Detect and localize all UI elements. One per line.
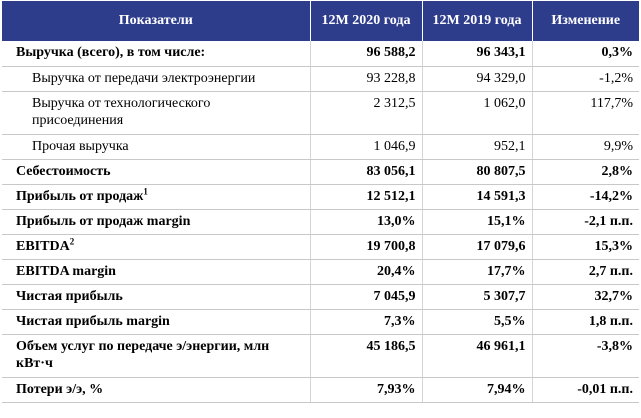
header-indicator: Показатели	[2, 1, 310, 41]
row-label-text: Объем услуг по передаче э/энергии, млн кВт·ч	[16, 338, 270, 371]
value-2020: 12 512,1	[310, 184, 422, 209]
row-label-text: Прочая выручка	[32, 138, 129, 154]
value-2019: 15,1%	[422, 209, 532, 234]
table-row	[2, 41, 639, 66]
value-change: 9,9%	[532, 134, 639, 159]
table-row	[2, 134, 639, 159]
value-change: -1,2%	[532, 66, 639, 91]
row-label-text: Выручка от передачи электроэнергии	[32, 70, 256, 86]
value-change: -3,8%	[532, 334, 639, 377]
row-label	[2, 377, 310, 402]
value-2020: 20,4%	[310, 259, 422, 284]
header-12m-2020: 12M 2020 года	[310, 1, 422, 41]
value-change: -14,2%	[532, 184, 639, 209]
table-row	[2, 284, 639, 309]
value-2020: 96 588,2	[310, 41, 422, 66]
row-label	[2, 41, 310, 66]
header-row	[2, 1, 639, 41]
row-label-text: Прибыль от продаж	[16, 188, 144, 204]
value-change: -2,1 п.п.	[532, 209, 639, 234]
table-row	[2, 209, 639, 234]
value-change: 15,3%	[532, 234, 639, 259]
value-2019: 17,7%	[422, 259, 532, 284]
value-2020: 7,93%	[310, 377, 422, 402]
row-label	[2, 259, 310, 284]
value-2020: 2 312,5	[310, 91, 422, 134]
value-2019: 7,94%	[422, 377, 532, 402]
row-label-text: EBITDA margin	[16, 263, 116, 279]
row-label-text: Потери э/э, %	[16, 381, 104, 397]
row-label	[2, 66, 310, 91]
table-row	[2, 334, 639, 377]
table-row	[2, 159, 639, 184]
table-body	[2, 41, 639, 402]
row-label	[2, 91, 310, 134]
value-2020: 19 700,8	[310, 234, 422, 259]
row-label-text: Чистая прибыль margin	[16, 313, 170, 329]
value-2019: 5 307,7	[422, 284, 532, 309]
table-row	[2, 66, 639, 91]
value-2020: 93 228,8	[310, 66, 422, 91]
value-2020: 13,0%	[310, 209, 422, 234]
row-label	[2, 309, 310, 334]
value-2019: 5,5%	[422, 309, 532, 334]
table-header	[2, 1, 639, 41]
table-row	[2, 184, 639, 209]
table-row	[2, 309, 639, 334]
row-label	[2, 159, 310, 184]
row-label	[2, 234, 310, 259]
row-label-text: EBITDA	[16, 238, 70, 254]
footnote-marker: 2	[69, 235, 75, 246]
row-label	[2, 284, 310, 309]
row-label-text: Прибыль от продаж margin	[16, 213, 191, 229]
row-label	[2, 184, 310, 209]
table-row	[2, 234, 639, 259]
value-2019: 96 343,1	[422, 41, 532, 66]
value-2020: 1 046,9	[310, 134, 422, 159]
value-change: 32,7%	[532, 284, 639, 309]
row-label	[2, 134, 310, 159]
value-2020: 7 045,9	[310, 284, 422, 309]
value-change: 117,7%	[532, 91, 639, 134]
table-row	[2, 377, 639, 402]
value-2019: 17 079,6	[422, 234, 532, 259]
footnote-marker: 1	[143, 185, 148, 196]
value-change: -0,01 п.п.	[532, 377, 639, 402]
value-2019: 46 961,1	[422, 334, 532, 377]
row-label	[2, 209, 310, 234]
value-2019: 14 591,3	[422, 184, 532, 209]
table-row	[2, 259, 639, 284]
value-2020: 45 186,5	[310, 334, 422, 377]
financial-indicators-table	[2, 1, 639, 403]
table-row	[2, 91, 639, 134]
row-label-text: Себестоимость	[16, 163, 111, 179]
header-change: Изменение	[532, 1, 639, 41]
value-change: 0,3%	[532, 41, 639, 66]
row-label	[2, 334, 310, 377]
row-label-text: Чистая прибыль	[16, 288, 123, 304]
value-2019: 80 807,5	[422, 159, 532, 184]
header-12m-2019: 12M 2019 года	[422, 1, 532, 41]
value-2019: 952,1	[422, 134, 532, 159]
value-2019: 94 329,0	[422, 66, 532, 91]
value-change: 2,7 п.п.	[532, 259, 639, 284]
value-2020: 83 056,1	[310, 159, 422, 184]
row-label-text: Выручка от технологического присоединения	[32, 95, 211, 128]
value-change: 2,8%	[532, 159, 639, 184]
value-2020: 7,3%	[310, 309, 422, 334]
value-2019: 1 062,0	[422, 91, 532, 134]
row-label-text: Выручка (всего), в том числе:	[16, 45, 206, 60]
value-change: 1,8 п.п.	[532, 309, 639, 334]
